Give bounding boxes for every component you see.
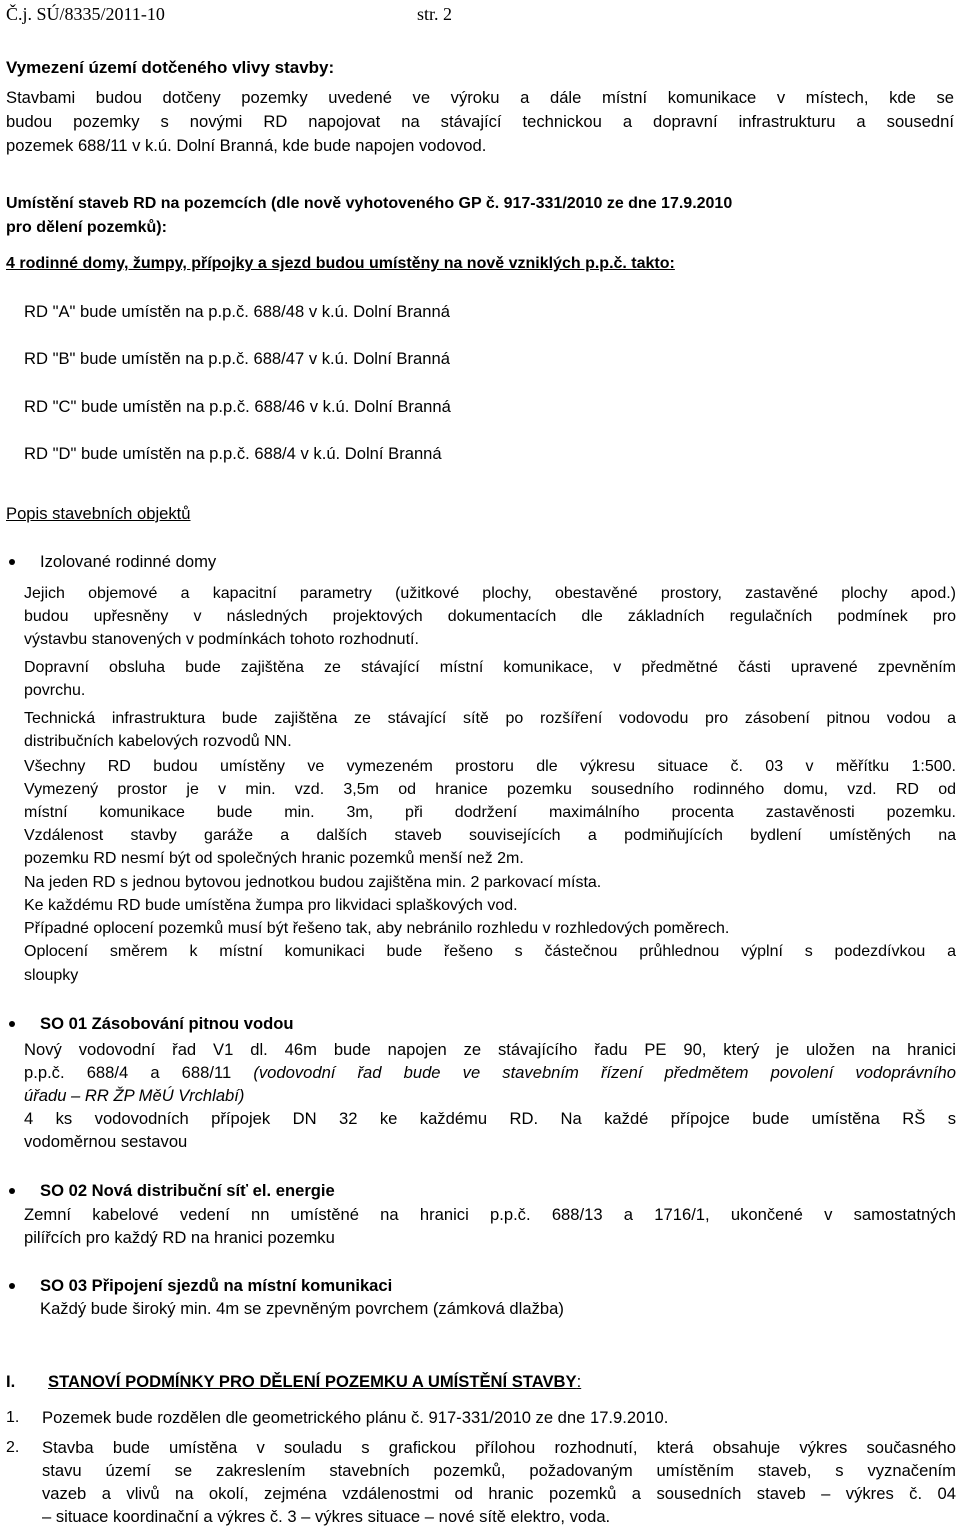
text-line: Jejich objemové a kapacitní parametry (užitkové plochy, obestavěné prostory, zastavěné plochy apod.): [24, 585, 956, 602]
text-line: Na jeden RD s jednou bytovou jednotkou budou zajištěna min. 2 parkovací místa.: [24, 874, 602, 891]
text-line: úřadu – RR ŽP MěÚ Vrchlabí): [24, 1086, 245, 1105]
section-roman-numeral: I.: [6, 1372, 16, 1391]
text-line: 4 ks vodovodních přípojek DN 32 ke každému RD. Na každé přípojce bude umístěna RŠ s: [24, 1109, 956, 1128]
house-item: RD "B" bude umístěn na p.p.č. 688/47 v k.ú. Dolní Branná: [24, 349, 450, 368]
text-line: Každý bude široký min. 4m se zpevněným povrchem (zámková dlažba): [40, 1299, 564, 1318]
conditions-title: STANOVÍ PODMÍNKY PRO DĚLENÍ POZEMKU A UMÍSTĚNÍ STAVBY: [48, 1372, 577, 1391]
text-line: stavu území se zakreslením stavebních pozemků, požadovaným umístěním staveb, s vyznačením: [42, 1461, 956, 1480]
section-title-conditions: [48, 1370, 581, 1394]
text-line: pilířcích pro každý RD na hranici pozemku: [24, 1228, 335, 1247]
bullet-icon: [9, 1188, 15, 1194]
text-line: Pozemek bude rozdělen dle geometrického plánu č. 917-331/2010 ze dne 17.9.2010.: [42, 1408, 669, 1427]
text-line: Stavba bude umístěna v souladu s grafickou přílohou rozhodnutí, která obsahuje výkres současného: [42, 1438, 956, 1457]
bullet-icon: [9, 1283, 15, 1289]
document-reference: Č.j. SÚ/8335/2011-10: [6, 4, 165, 24]
item-number: 1.: [6, 1409, 20, 1426]
bullet-title-houses: Izolované rodinné domy: [40, 552, 217, 571]
text-plain: p.p.č. 688/4 a 688/11: [24, 1063, 254, 1082]
text-line: sloupky: [24, 967, 79, 984]
section-title-placement-cont: pro dělení pozemků):: [6, 219, 167, 236]
text-line: distribučních kabelových rozvodů NN.: [24, 733, 292, 750]
text-line: Dopravní obsluha bude zajištěna ze stávající místní komunikace, v předmětné části upravené zpevněním: [24, 659, 956, 676]
text-line: místní komunikace bude min. 3m, při dodržení maximálního procenta zastavěnosti pozemku.: [24, 804, 956, 821]
text-line: Technická infrastruktura bude zajištěna ze stávající sítě po rozšíření vodovodu pro zásobení pitnou vodou a: [24, 710, 956, 727]
bullet-icon: [9, 559, 15, 565]
text-line: budou upřesněny v následných projektových dokumentacích dle základních regulačních podmínek pro: [24, 608, 956, 625]
text-line: vazeb a vlivů na okolí, zejména vzdálenostmi od hranic pozemků a sousedních staveb – výkres č. 04: [42, 1484, 956, 1503]
text-line: pozemku RD nesmí být od společných hranic pozemků menší než 2m.: [24, 850, 524, 867]
conditions-colon: :: [576, 1372, 582, 1391]
text-line: vodoměrnou sestavou: [24, 1132, 188, 1151]
house-item: RD "C" bude umístěn na p.p.č. 688/46 v k.ú. Dolní Branná: [24, 397, 451, 416]
placement-subtitle: 4 rodinné domy, žumpy, přípojky a sjezd budou umístěny na nově vzniklých p.p.č. takto:: [6, 255, 675, 272]
house-item: RD "A" bude umístěn na p.p.č. 688/48 v k.ú. Dolní Branná: [24, 302, 450, 321]
text-line: Případné oplocení pozemků musí být řešeno tak, aby nebránilo rozhledu v rozhledových poměrech.: [24, 920, 730, 937]
text-line: [24, 1061, 956, 1085]
text-line: Vzdálenost stavby garáže a dalších staveb souvisejících a podmiňujících bydlení umístěných na: [24, 827, 956, 844]
text-line: budou pozemky s novými RD napojovat na stávající technickou a dopravní infrastrukturu a sousední: [6, 112, 954, 131]
bullet-title-electric: SO 02 Nová distribuční síť el. energie: [40, 1181, 335, 1200]
bullet-icon: [9, 1021, 15, 1027]
text-line: Stavbami budou dotčeny pozemky uvedené ve výroku a dále místní komunikace v místech, kde se: [6, 88, 954, 107]
text-line: povrchu.: [24, 682, 86, 699]
text-line: Oplocení směrem k místní komunikaci bude řešeno s částečnou průhlednou výplní s podezdívkou a: [24, 943, 956, 960]
text-line: pozemek 688/11 v k.ú. Dolní Branná, kde bude napojen vodovod.: [6, 136, 487, 155]
section-title-impact-area: Vymezení území dotčeného vlivy stavby:: [6, 58, 335, 77]
text-line: – situace koordinační a výkres č. 3 – výkres situace – nové sítě elektro, voda.: [42, 1507, 611, 1526]
text-italic: (vodovodní řad bude ve stavebním řízení předmětem povolení vodoprávního: [253, 1063, 956, 1082]
bullet-title-driveway: SO 03 Připojení sjezdů na místní komunikaci: [40, 1276, 393, 1295]
item-number: 2.: [6, 1439, 20, 1456]
bullet-title-water: SO 01 Zásobování pitnou vodou: [40, 1014, 294, 1033]
text-line: výstavbu stanovených v podmínkách tohoto rozhodnutí.: [24, 631, 419, 648]
text-line: Vymezený prostor je v min. vzd. 3,5m od hranice pozemku sousedního rodinného domu, vzd. RD od: [24, 781, 956, 798]
house-item: RD "D" bude umístěn na p.p.č. 688/4 v k.ú. Dolní Branná: [24, 444, 442, 463]
section-title-placement: Umístění staveb RD na pozemcích (dle nově vyhotoveného GP č. 917-331/2010 ze dne 17.9.2010: [6, 195, 733, 212]
text-line: Všechny RD budou umístěny ve vymezeném prostoru dle výkresu situace č. 03 v měřítku 1:500.: [24, 758, 956, 775]
text-line: Nový vodovodní řad V1 dl. 46m bude napojen ze stávajícího řadu PE 90, který je uložen na hranici: [24, 1040, 956, 1059]
text-line: Zemní kabelové vedení nn umístěné na hranici p.p.č. 688/13 a 1716/1, ukončené v samostatných: [24, 1205, 956, 1224]
section-title-objects: Popis stavebních objektů: [6, 504, 191, 523]
page-number: str. 2: [417, 4, 453, 24]
text-line: Ke každému RD bude umístěna žumpa pro likvidaci splaškových vod.: [24, 897, 518, 914]
